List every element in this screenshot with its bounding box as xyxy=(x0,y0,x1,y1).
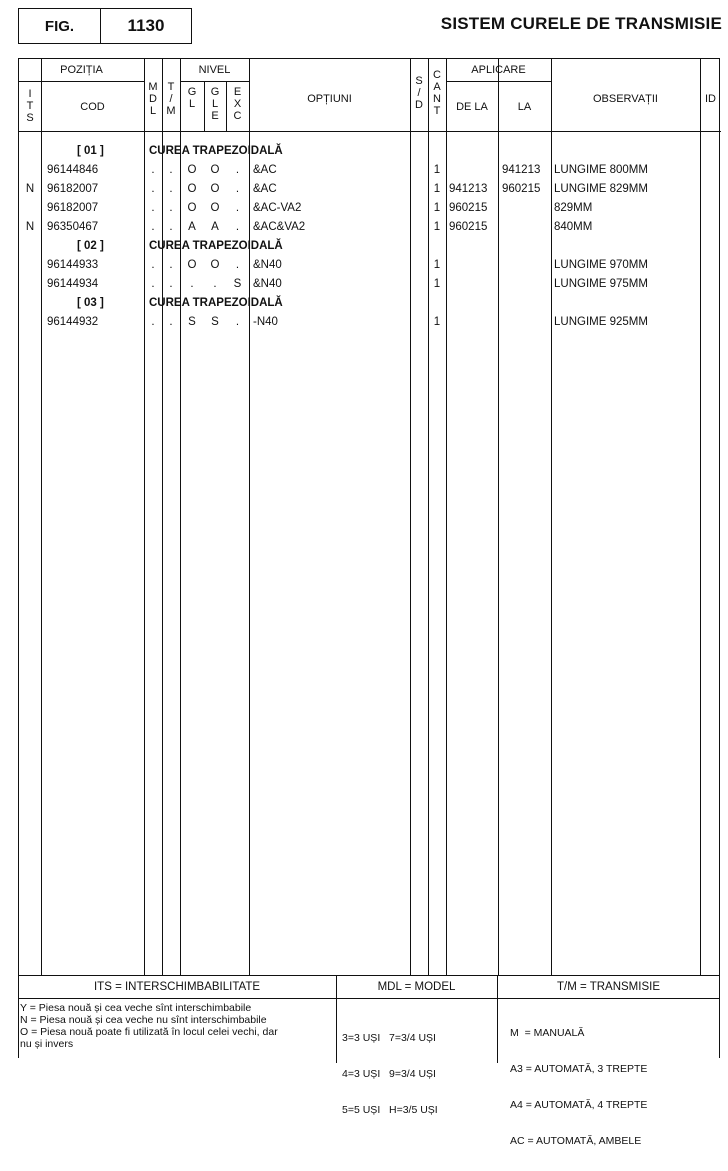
cell-mdl: . xyxy=(151,316,155,328)
cell-its: N xyxy=(25,183,35,195)
cell-cant: 1 xyxy=(433,221,441,233)
header-observatii: OBSERVAȚII xyxy=(592,93,658,105)
parts-table xyxy=(18,58,720,1058)
cell-obs: 840MM xyxy=(554,221,593,233)
group-header-row xyxy=(19,238,721,257)
cell-opt: &AC-VA2 xyxy=(253,202,302,214)
cell-exc: . xyxy=(235,183,240,195)
cell-gle: O xyxy=(210,164,220,176)
cell-cod: 96144846 xyxy=(47,164,99,176)
cell-gle: S xyxy=(211,316,219,328)
cell-cant: 1 xyxy=(433,278,441,290)
table-row xyxy=(19,219,721,238)
cell-exc: . xyxy=(235,202,240,214)
cell-opt: -N40 xyxy=(253,316,278,328)
table-row xyxy=(19,200,721,219)
cell-la: 960215 xyxy=(502,183,541,195)
cell-gl: S xyxy=(188,316,196,328)
header-cant: C A N T xyxy=(433,69,441,117)
group-header-row xyxy=(19,143,721,162)
legend-tm-title: T/M = TRANSMISIE xyxy=(557,981,660,993)
group-title: CUREA TRAPEZOIDALĂ xyxy=(149,240,283,252)
cell-cant: 1 xyxy=(433,183,441,195)
cell-gle: O xyxy=(210,202,220,214)
cell-tm: . xyxy=(169,202,173,214)
cell-opt: &N40 xyxy=(253,259,282,271)
cell-opt: &N40 xyxy=(253,278,282,290)
cell-obs: LUNGIME 970MM xyxy=(554,259,648,271)
cell-mdl: . xyxy=(151,202,155,214)
header-its: I T S xyxy=(26,88,34,124)
figure-number: 1130 xyxy=(127,16,165,35)
header-aplicare: APLICARE xyxy=(471,64,526,76)
table-row xyxy=(19,314,721,333)
table-row xyxy=(19,162,721,181)
cell-exc: . xyxy=(235,316,240,328)
cell-gl: . xyxy=(190,278,194,290)
group-title: CUREA TRAPEZOIDALĂ xyxy=(149,145,283,157)
cell-obs: LUNGIME 975MM xyxy=(554,278,648,290)
cell-cod: 96144932 xyxy=(47,316,99,328)
cell-gl: O xyxy=(187,164,197,176)
header-tm: T / M xyxy=(166,81,176,117)
cell-cod: 96350467 xyxy=(47,221,99,233)
page-title: SISTEM CURELE DE TRANSMISIE xyxy=(440,14,722,33)
cell-tm: . xyxy=(169,183,173,195)
legend-its-title: ITS = INTERSCHIMBABILITATE xyxy=(93,981,261,993)
header-gle: G L E xyxy=(210,86,220,122)
cell-gl: O xyxy=(187,259,197,271)
header-exc: E X C xyxy=(233,86,242,122)
cell-gle: A xyxy=(211,221,219,233)
header-optiuni: OPȚIUNI xyxy=(307,93,352,105)
cell-de-la: 960215 xyxy=(449,221,488,233)
cell-obs: LUNGIME 829MM xyxy=(554,183,648,195)
group-header-row xyxy=(19,295,721,314)
cell-obs: LUNGIME 925MM xyxy=(554,316,648,328)
cell-mdl: . xyxy=(151,278,155,290)
cell-obs: 829MM xyxy=(554,202,593,214)
header-cod: COD xyxy=(80,101,105,113)
cell-la: 941213 xyxy=(502,164,541,176)
cell-mdl: . xyxy=(151,164,155,176)
figure-label: FIG. xyxy=(19,9,101,43)
cell-cod: 96182007 xyxy=(47,183,99,195)
header-bottom-line xyxy=(19,131,721,132)
row-line xyxy=(446,81,551,82)
cell-exc: S xyxy=(233,278,242,290)
header-id: ID xyxy=(705,93,716,105)
cell-tm: . xyxy=(169,278,173,290)
row-line xyxy=(180,81,249,82)
cell-gl: A xyxy=(188,221,196,233)
legend xyxy=(18,975,720,1147)
position-label: [ 02 ] xyxy=(77,240,104,252)
cell-opt: &AC xyxy=(253,164,277,176)
cell-cod: 96182007 xyxy=(47,202,99,214)
legend-mdl-text: 3=3 UȘI 7=3/4 UȘI 4=3 UȘI 9=3/4 UȘI 5=5 UȘI H=3/5 UȘI xyxy=(342,1032,438,1116)
header-gl: G L xyxy=(187,86,197,110)
cell-cod: 96144934 xyxy=(47,278,99,290)
cell-its: N xyxy=(25,221,35,233)
cell-cant: 1 xyxy=(433,202,441,214)
cell-opt: &AC xyxy=(253,183,277,195)
cell-tm: . xyxy=(169,316,173,328)
cell-tm: . xyxy=(169,164,173,176)
header-pozitia: POZIȚIA xyxy=(60,64,103,76)
header-mdl: M D L xyxy=(148,81,158,117)
cell-cant: 1 xyxy=(433,164,441,176)
cell-exc: . xyxy=(235,164,240,176)
legend-mdl-title: MDL = MODEL xyxy=(377,981,456,993)
cell-gl: O xyxy=(187,183,197,195)
legend-tm-text: M = MANUALĂ A3 = AUTOMATĂ, 3 TREPTE A4 = AUTOMATĂ, 4 TREPTE AC = AUTOMATĂ, AMBELE xyxy=(510,1027,648,1147)
figure-box xyxy=(18,8,192,44)
table-row xyxy=(19,257,721,276)
cell-cant: 1 xyxy=(433,259,441,271)
table-row xyxy=(19,276,721,295)
cell-mdl: . xyxy=(151,183,155,195)
cell-gl: O xyxy=(187,202,197,214)
cell-cant: 1 xyxy=(433,316,441,328)
legend-its-text: Y = Piesa nouă și cea veche sînt interschimbabile N = Piesa nouă și cea veche nu sînt interschimbabile O = Piesa nouă poate fi utilizată în locul celei vechi, dar nu și invers xyxy=(20,1002,278,1050)
cell-gle: O xyxy=(210,259,220,271)
cell-exc: . xyxy=(235,221,240,233)
cell-mdl: . xyxy=(151,259,155,271)
cell-gle: O xyxy=(210,183,220,195)
position-label: [ 03 ] xyxy=(77,297,104,309)
header-nivel: NIVEL xyxy=(198,64,231,76)
cell-tm: . xyxy=(169,259,173,271)
legend-header-line xyxy=(18,998,720,999)
cell-de-la: 960215 xyxy=(449,202,488,214)
cell-de-la: 941213 xyxy=(449,183,488,195)
header-sd: S / D xyxy=(415,75,423,111)
cell-gle: . xyxy=(213,278,217,290)
position-label: [ 01 ] xyxy=(77,145,104,157)
cell-mdl: . xyxy=(151,221,155,233)
cell-opt: &AC&VA2 xyxy=(253,221,306,233)
cell-cod: 96144933 xyxy=(47,259,99,271)
cell-tm: . xyxy=(169,221,173,233)
header-de-la: DE LA xyxy=(456,101,488,113)
cell-obs: LUNGIME 800MM xyxy=(554,164,648,176)
cell-exc: . xyxy=(235,259,240,271)
header-la: LA xyxy=(517,101,532,113)
group-title: CUREA TRAPEZOIDALĂ xyxy=(149,297,283,309)
row-line xyxy=(19,81,144,82)
table-row xyxy=(19,181,721,200)
